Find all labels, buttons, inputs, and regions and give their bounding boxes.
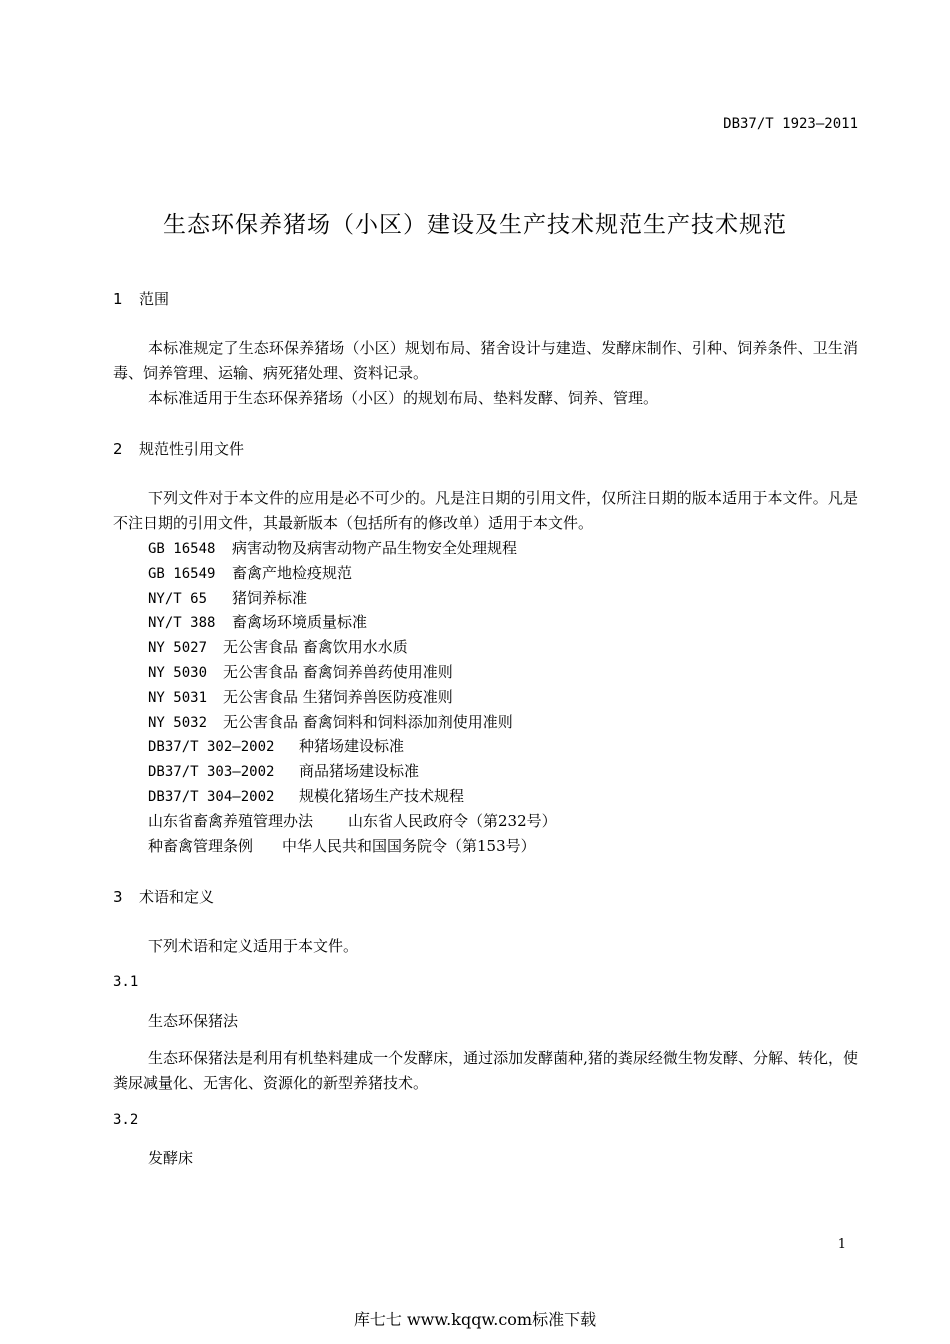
- reference-item: [148, 734, 557, 759]
- section-3-heading: [113, 886, 214, 907]
- section-number: 1: [113, 290, 123, 308]
- reference-title: 无公害食品 畜禽饲料和饲料添加剂使用准则: [223, 712, 513, 731]
- section-title: 术语和定义: [139, 888, 215, 906]
- section-1-heading: [113, 288, 169, 309]
- reference-title: 山东省人民政府令（第232号）: [348, 811, 557, 830]
- reference-title: 猪饲养标准: [232, 588, 308, 607]
- reference-code: NY 5027: [148, 640, 208, 657]
- reference-item: [148, 834, 557, 859]
- term-name: 生态环保猪法: [148, 1012, 239, 1030]
- document-title: 生态环保养猪场（小区）建设及生产技术规范生产技术规范: [163, 212, 787, 238]
- reference-item: [148, 710, 557, 735]
- reference-code: 山东省畜禽养殖管理办法: [148, 811, 314, 830]
- reference-title: 规模化猪场生产技术规程: [299, 786, 465, 805]
- footer-watermark: 库七七 www.kqqw.com标准下载: [353, 1310, 597, 1329]
- reference-item: [148, 561, 557, 586]
- section-3-intro: 下列术语和定义适用于本文件。: [148, 937, 359, 955]
- section-number: 2: [113, 440, 123, 458]
- reference-item: [148, 809, 557, 834]
- term-name: 发酵床: [148, 1149, 194, 1167]
- section-2-heading: [113, 438, 244, 459]
- reference-item: [148, 586, 557, 611]
- reference-code: GB 16548: [148, 541, 216, 557]
- page-number: 1: [837, 1237, 846, 1252]
- reference-code: GB 16549: [148, 565, 216, 582]
- document-code: DB37/T 1923—2011: [723, 116, 858, 132]
- reference-title: 种猪场建设标准: [299, 737, 405, 756]
- reference-title: 畜禽场环境质量标准: [232, 613, 368, 632]
- section-1-paragraph: 本标准规定了生态环保养猪场（小区）规划布局、猪舍设计与建造、发酵床制作、引种、饲养条件、卫生消毒、饲养管理、运输、病死猪处理、资料记录。: [113, 339, 858, 382]
- reference-title: 无公害食品 畜禽饲养兽药使用准则: [223, 662, 453, 681]
- reference-code: DB37/T 302—2002: [148, 739, 275, 756]
- reference-code: DB37/T 303—2002: [148, 764, 275, 781]
- reference-code: 种畜禽管理条例: [148, 836, 254, 855]
- reference-item: [148, 685, 557, 710]
- reference-item: [148, 784, 557, 809]
- section-2-intro: 下列文件对于本文件的应用是必不可少的。凡是注日期的引用文件，仅所注日期的版本适用于本文件。凡是不注日期的引用文件，其最新版本（包括所有的修改单）适用于本文件。: [113, 489, 858, 532]
- reference-code: NY 5031: [148, 689, 208, 706]
- term-number: 3.1: [113, 974, 139, 990]
- reference-title: 中华人民共和国国务院令（第153号）: [282, 836, 536, 855]
- reference-item: [148, 610, 557, 635]
- reference-code: NY/T 388: [148, 615, 216, 632]
- reference-item: [148, 759, 557, 784]
- term-number: 3.2: [113, 1112, 139, 1128]
- reference-title: 无公害食品 畜禽饮用水水质: [223, 638, 408, 657]
- section-1-paragraph: 本标准适用于生态环保养猪场（小区）的规划布局、垫料发酵、饲养、管理。: [148, 389, 659, 407]
- normative-references-list: [148, 536, 557, 858]
- reference-item: [148, 660, 557, 685]
- reference-title: 无公害食品 生猪饲养兽医防疫准则: [223, 687, 453, 706]
- reference-code: NY/T 65: [148, 590, 208, 607]
- reference-item: [148, 536, 557, 561]
- section-title: 范围: [139, 290, 170, 308]
- reference-code: DB37/T 304—2002: [148, 788, 275, 805]
- reference-title: 病害动物及病害动物产品生物安全处理规程: [232, 539, 518, 557]
- section-number: 3: [113, 888, 123, 906]
- reference-title: 商品猪场建设标准: [299, 762, 420, 781]
- reference-code: NY 5030: [148, 664, 208, 681]
- term-definition: 生态环保猪法是利用有机垫料建成一个发酵床，通过添加发酵菌种,猪的粪尿经微生物发酵、分解、转化，使粪尿减量化、无害化、资源化的新型养猪技术。: [113, 1049, 858, 1092]
- reference-item: [148, 635, 557, 660]
- section-title: 规范性引用文件: [139, 440, 245, 458]
- reference-code: NY 5032: [148, 714, 208, 731]
- reference-title: 畜禽产地检疫规范: [232, 563, 353, 582]
